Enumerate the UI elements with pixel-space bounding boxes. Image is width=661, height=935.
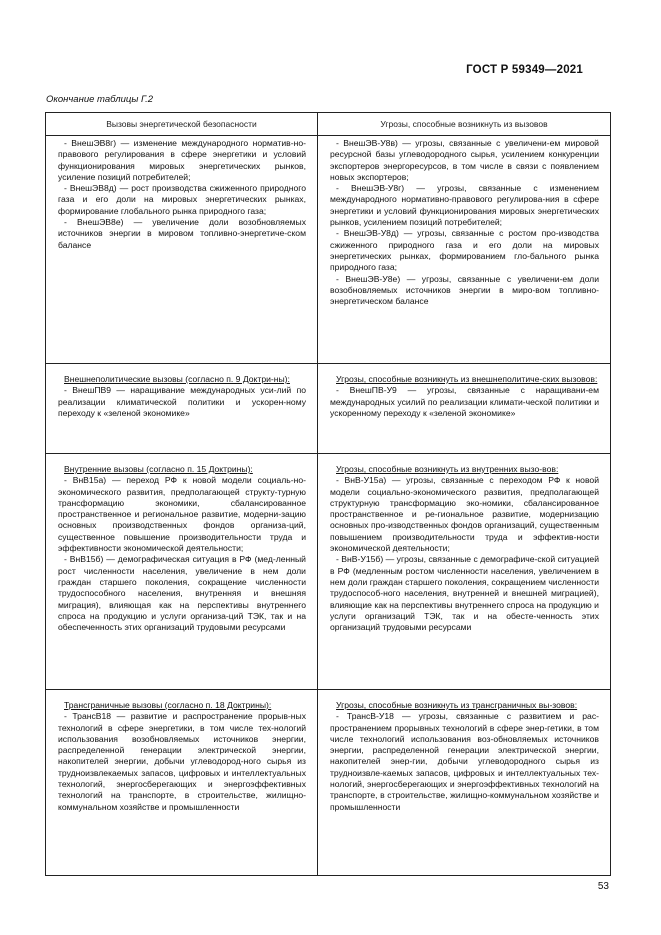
- challenges-cell: [46, 364, 318, 454]
- threat-item: - ВнешЭВ-У8в) — угрозы, связанные с увеличени-ем мировой ресурсной базы углеводородного сырья, усилением конкуренции экспортеров энергоресурсов, в том числе в связи с появлением новых экспортеров;: [330, 138, 599, 182]
- challenge-item: - ТрансВ18 — развитие и распространение прорыв-ных технологий в сфере энергетики, в том числе тех-нологий использования возобновляемых источников энергии, распределенной генерации электрической энергии, накопителей энергии, добычи углеводород-ного сырья из трудноизвлекаемых запасов, цифровых и интеллектуальных технологий, энергосберегающих и энергоэффективных технологий на транспорте, в строительстве, жилищно-коммунальном хозяйстве и промышленности: [58, 711, 306, 812]
- challenge-item: - ВнешПВ9 — наращивание международных уси-лий по реализации климатической политики и ускорен-ному переходу к «зеленой экономике»: [58, 385, 306, 418]
- table-row: [46, 690, 611, 876]
- threat-group-heading: Угрозы, способные возникнуть из внутренних вызо-вов:: [336, 464, 559, 474]
- column-header-threats: Угрозы, способные возникнуть из вызовов: [318, 113, 611, 136]
- threat-item: - ВнВ-У15а) — угрозы, связанные с переходом РФ к новой модели социально-экономического развития, предполагающей структурную трансформацию эко-номики, сбалансированное пространственное и ре-гиональное развитие, модернизацию основных про-изводственных фондов организаций, существенным повышением производительности труда и эффектив-ности экономической деятельности;: [330, 475, 599, 554]
- threat-item: - ВнешПВ-У9 — угрозы, связанные с наращивани-ем международных усилий по реализации климати-ческой политики и ускоренному переходу к «зеленой экономике»: [330, 385, 599, 418]
- table-caption: Окончание таблицы Г.2: [46, 94, 154, 105]
- challenge-item: - ВнешЭВ8г) — изменение международного норматив-но-правового регулирования в сфере энергетики и условий функционирования мировых энергетических рынков, усиление позиций потребителей;: [58, 138, 306, 182]
- challenge-item: - ВнВ15б) — демографическая ситуация в РФ (мед-ленный рост численности населения, увеличение в нем доли граждан старшего поколения, сокращение численности трудоспособного населения, внутренняя и внешняя миграция), влияющая как на перспективы внутреннего спроса на продукцию и услуги организа-ций ТЭК, так и на обеспеченность этих организаций трудовыми ресурсами: [58, 554, 306, 633]
- threats-cell: [318, 136, 611, 364]
- challenges-cell: [46, 690, 318, 876]
- threat-item: - ТрансВ-У18 — угрозы, связанные с развитием и рас-пространением прорывных технологий в сфере энер-гетики, в том числе технологий использования воз-обновляемых источников энергии, распределенной генерации электрической энергии, накопителей энер-гии, добычи углеводородного сырья из трудноизвле-каемых запасов, цифровых и интеллектуальных тех-нологий, энергосберегающих и энергоэффективных технологий на транспорте, в строительстве, жилищно-коммунальном хозяйстве и промышленности: [330, 711, 599, 812]
- page-number: 53: [597, 881, 609, 892]
- threats-cell: [318, 364, 611, 454]
- table-row: [46, 454, 611, 690]
- table-row: [46, 364, 611, 454]
- threat-group-heading: Угрозы, способные возникнуть из внешнеполитиче-ских вызовов:: [336, 374, 598, 384]
- standard-designation: ГОСТ Р 59349—2021: [466, 64, 583, 76]
- challenges-cell: [46, 136, 318, 364]
- table-header-row: [46, 113, 611, 136]
- challenge-group-heading: Внутренние вызовы (согласно п. 15 Доктрины):: [64, 464, 253, 474]
- threat-item: - ВнешЭВ-У8д) — угрозы, связанные с ростом про-изводства сжиженного природного газа и его доли на мировых энергетических рынках, формированием гло-бального рынка природного газа;: [330, 228, 599, 273]
- threat-item: - ВнешЭВ-У8е) — угрозы, связанные с увеличени-ем доли возобновляемых источников энергии в миро-вом топливно-энергетическом балансе: [330, 273, 599, 307]
- threat-group-heading: Угрозы, способные возникнуть из трансграничных вы-зовов:: [336, 700, 578, 710]
- challenge-group-heading: Внешнеполитические вызовы (согласно п. 9 Доктри-ны):: [64, 374, 290, 384]
- threats-cell: [318, 454, 611, 690]
- threat-item: - ВнешЭВ-У8г) — угрозы, связанные с изменением международного нормативно-правового регулирова-ния в сфере энергетики и условий функционирования мировых энергетических рынков, усилением позиций потребителей;: [330, 183, 599, 228]
- challenge-group-heading: Трансграничные вызовы (согласно п. 18 Доктрины):: [64, 700, 272, 710]
- challenge-item: - ВнВ15а) — переход РФ к новой модели социаль-но-экономического развития, предполагающей структу-турную трансформацию экономики, сбалансированное пространственное и региональное развитие, модерни-зацию основных производственных фондов организа-ций, существенное повышение производительности труда и эффективности экономической деятельности;: [58, 475, 306, 554]
- column-header-challenges: Вызовы энергетической безопасности: [46, 113, 318, 136]
- challenge-item: - ВнешЭВ8е) — увеличение доли возобновляемых источников энергии в мировом топливно-энергетиче-ском балансе: [58, 217, 306, 250]
- table-row: [46, 136, 611, 364]
- challenges-cell: [46, 454, 318, 690]
- threat-item: - ВнВ-У15б) — угрозы, связанные с демографиче-ской ситуацией в РФ (медленным ростом численности населения, увеличением в нем доли граждан старшего поколения, сокращением численности трудоспособ-ного населения, внутренней и внешней миграцией), влияющие как на перспективы внутреннего спроса на продукцию и услуги организаций ТЭК, так и на обесте-ченность этих организаций трудовыми ресурсами: [330, 554, 599, 633]
- threats-cell: [318, 690, 611, 876]
- threats-table: [45, 112, 611, 876]
- challenge-item: - ВнешЭВ8д) — рост производства сжиженного природного газа и его доли на мировых энергетических рынках, формирование глобального рынка природного газа;: [58, 183, 306, 216]
